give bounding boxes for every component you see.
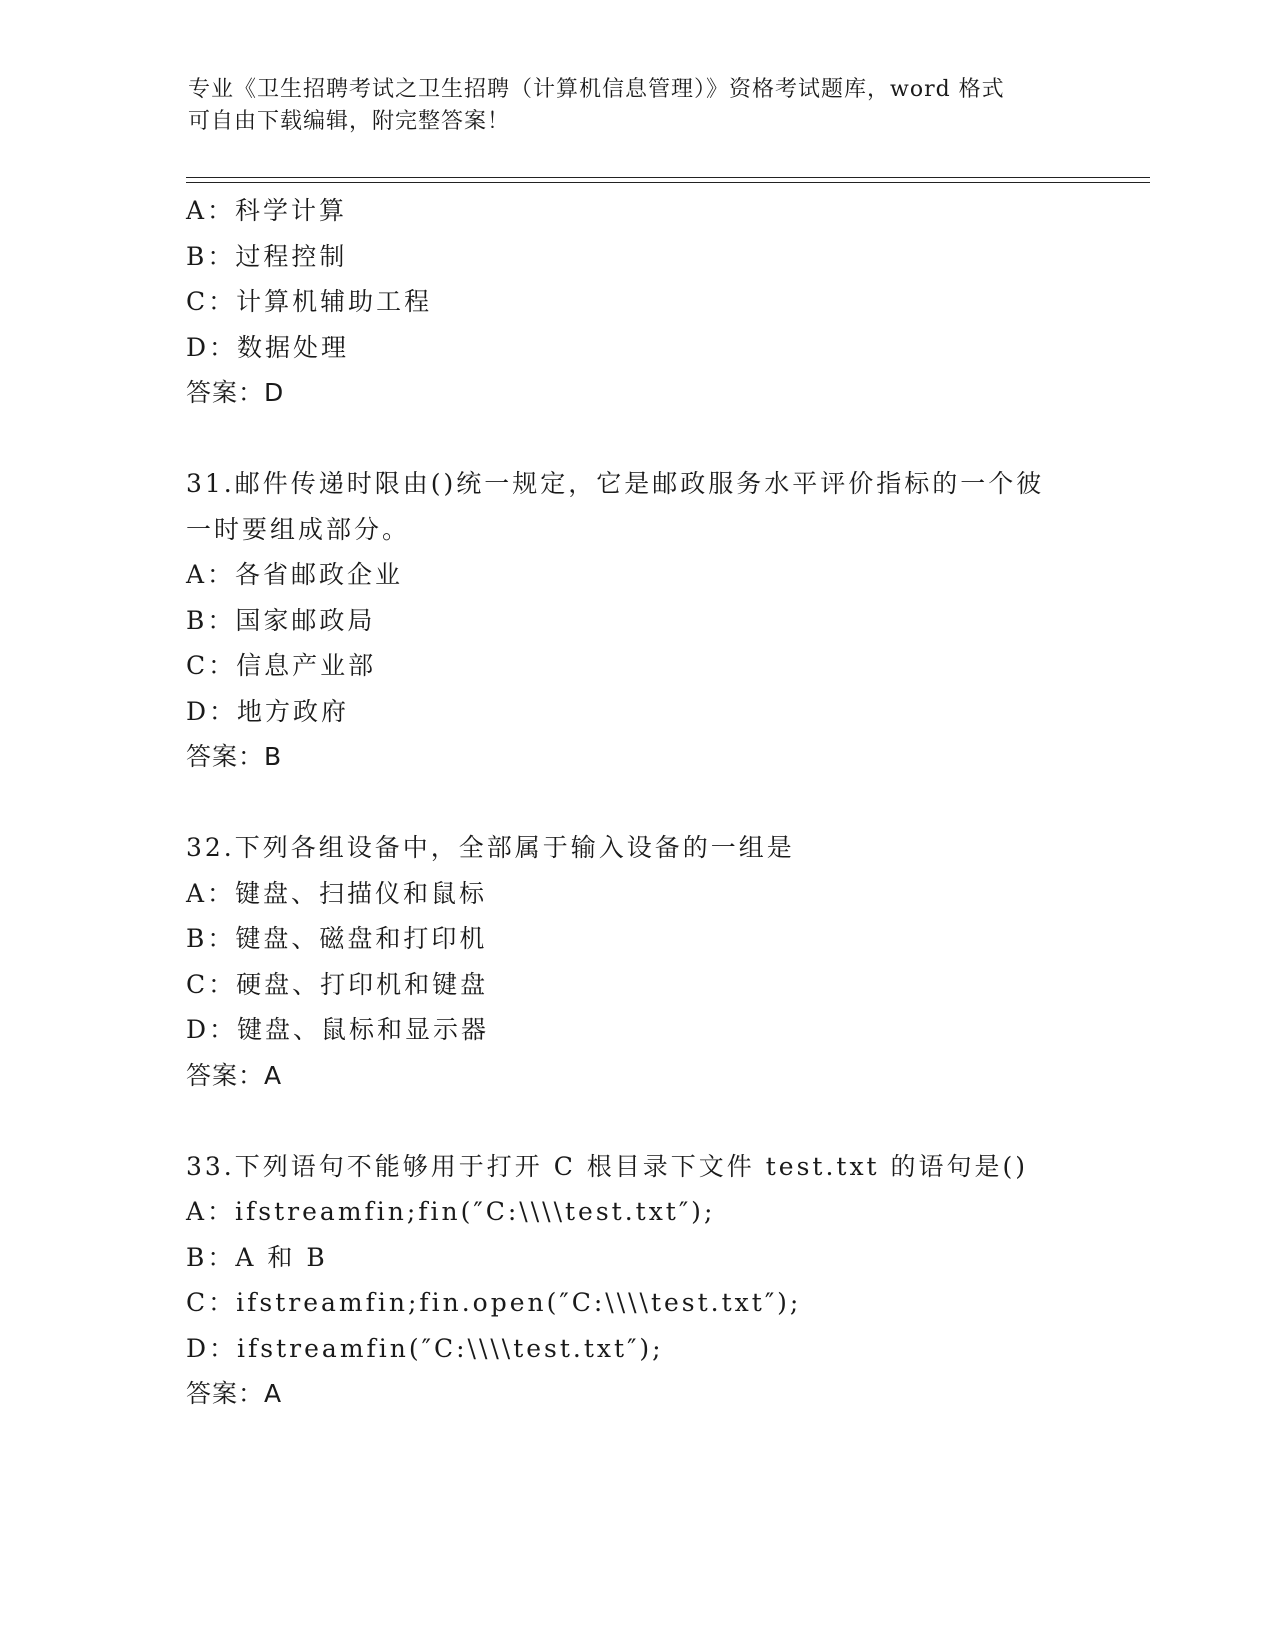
question-spacer <box>186 1098 1146 1144</box>
option-d: D：地方政府 <box>186 696 350 726</box>
option-c: C：计算机辅助工程 <box>186 287 433 316</box>
question-spacer <box>186 780 1146 826</box>
option-d: D：ifstreamfin(″C:\\\\test.txt″); <box>186 1333 664 1363</box>
document-header <box>188 74 1088 138</box>
question-list <box>186 188 1146 1417</box>
option-a: A：ifstreamfin;fin(″C:\\\\test.txt″); <box>186 1197 716 1226</box>
option-b: B：过程控制 <box>186 241 348 271</box>
option-c: C：ifstreamfin;fin.open(″C:\\\\test.txt″); <box>186 1288 802 1317</box>
option-d: D：数据处理 <box>186 332 350 362</box>
answer: 答案：B <box>186 742 283 771</box>
option-b: B：A 和 B <box>186 1242 328 1272</box>
option-a: A：各省邮政企业 <box>186 560 404 589</box>
answer: 答案：D <box>186 378 285 407</box>
option-b: B：键盘、磁盘和打印机 <box>186 924 488 953</box>
answer: 答案：A <box>186 1379 283 1408</box>
option-c: C：信息产业部 <box>186 651 377 680</box>
question-text-line-1: 31.邮件传递时限由()统一规定，它是邮政服务水平评价指标的一个彼 <box>186 469 1045 498</box>
question-spacer <box>186 416 1146 462</box>
question-text-line-1: 32.下列各组设备中，全部属于输入设备的一组是 <box>186 833 795 862</box>
question-31 <box>186 461 1146 780</box>
header-line-1: 专业《卫生招聘考试之卫生招聘（计算机信息管理）》资格考试题库，word 格式 <box>188 77 1005 102</box>
option-a: A：键盘、扫描仪和鼠标 <box>186 878 488 908</box>
question-text-line-1: 33.下列语句不能够用于打开 C 根目录下文件 test.txt 的语句是() <box>186 1151 1029 1181</box>
option-d: D：键盘、鼠标和显示器 <box>186 1015 490 1044</box>
question-30 <box>186 188 1146 416</box>
header-divider-top <box>186 177 1150 178</box>
header-line-2: 可自由下载编辑，附完整答案！ <box>188 109 511 134</box>
question-text-line-2: 一时要组成部分。 <box>186 514 411 544</box>
question-32 <box>186 825 1146 1098</box>
option-c: C：硬盘、打印机和键盘 <box>186 969 489 999</box>
header-divider-bottom <box>186 182 1150 183</box>
question-33 <box>186 1144 1146 1417</box>
answer: 答案：A <box>186 1060 283 1090</box>
option-b: B：国家邮政局 <box>186 605 376 635</box>
option-a: A：科学计算 <box>186 196 348 225</box>
